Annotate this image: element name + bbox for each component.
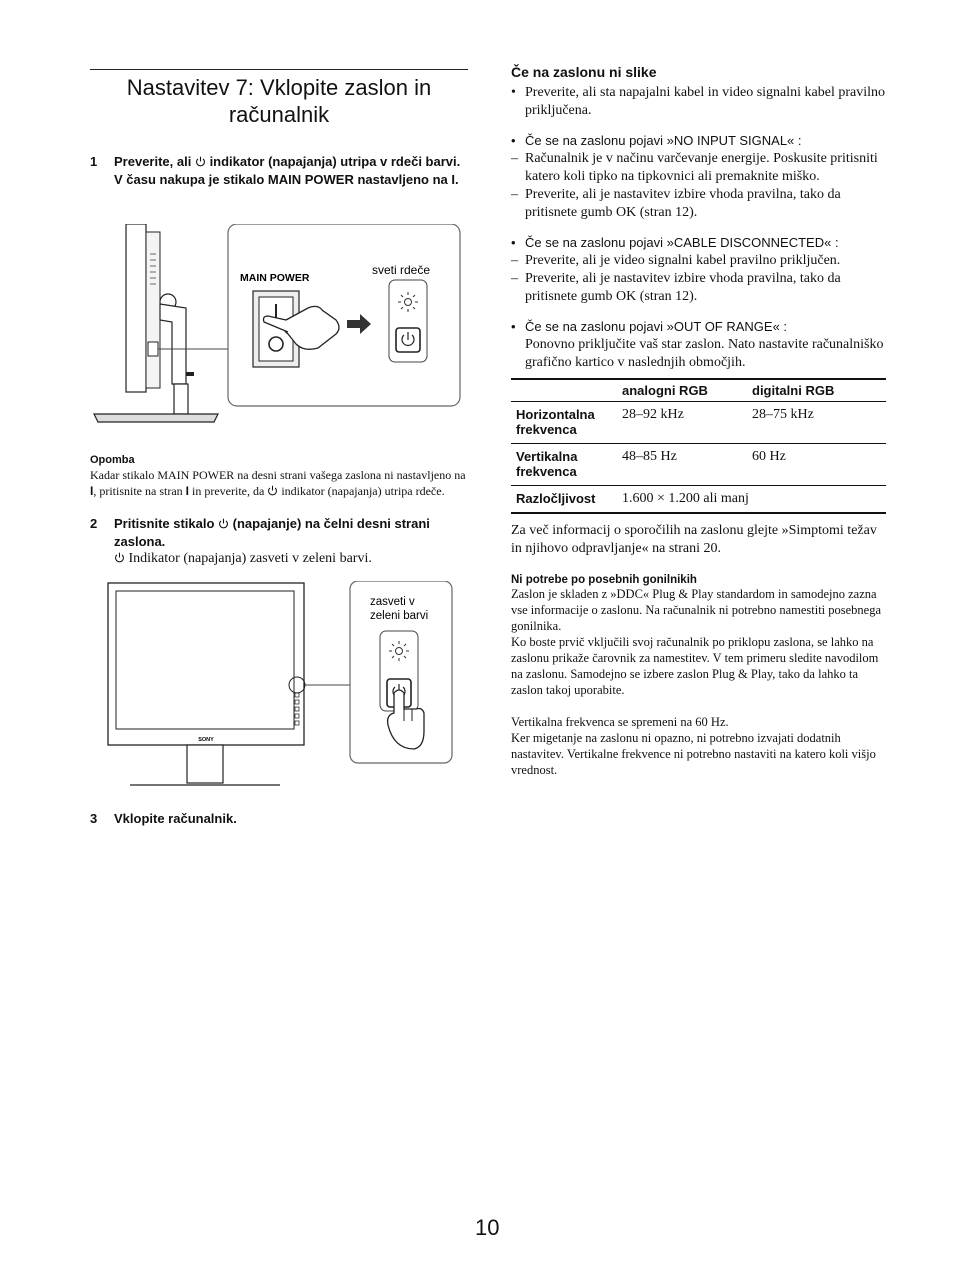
bullet-4-text: Če se na zaslonu pojavi »OUT OF RANGE« :	[525, 319, 788, 334]
power-icon	[267, 485, 278, 496]
monitor-screen	[116, 591, 294, 729]
dash-item: – Preverite, ali je nastavitev izbire vhoda pravilna, tako da pritisnete gumb OK (stran 12).	[511, 271, 841, 304]
dash-text: Računalnik je v načinu varčevanje energije. Poskusite pritisniti katero koli tipko na tipkovnici ali premaknite miško.	[525, 151, 878, 184]
power-icon	[218, 518, 229, 529]
table-header-cell: digitalni RGB	[747, 379, 886, 402]
step-1-text-b: indikator (napajanja) utripa v rdeči barvi. V času nakupa je stikalo MAIN POWER nastavljeno na	[114, 154, 461, 187]
signal-range-table	[511, 378, 886, 514]
table-row	[511, 402, 886, 444]
bullet-mark: •	[511, 319, 516, 334]
table-cell: 28–75 kHz	[747, 402, 886, 444]
monitor-side-back	[146, 232, 160, 388]
table-cell: 28–92 kHz	[617, 402, 747, 444]
table-cell: Razločljivost	[511, 486, 617, 514]
dash-item: – Preverite, ali je nastavitev izbire vhoda pravilna, tako da pritisnete gumb OK (stran 12).	[511, 187, 841, 220]
table-cell: 48–85 Hz	[617, 444, 747, 486]
step-3-text: Vklopite računalnik.	[114, 811, 237, 826]
ddc-p2: Ko boste prvič vključili svoj računalnik po priklopu zaslona, se lahko na zaslonu prikaže čarovnik za namestitev. V tem primeru sledite navodilom na zaslonu. Samodejno se izbere zaslon Plug & Play, tako da lahko ta zaslon takoj uporabite.	[511, 635, 879, 697]
note-text-e: in preverite, da	[189, 484, 268, 498]
stand-neck	[174, 384, 188, 414]
stand-arm	[160, 304, 186, 384]
lit-green-label-2: zeleni barvi	[370, 610, 429, 622]
bullet-cable-disconnected	[511, 234, 887, 252]
out-of-range-text: Ponovno priključite vaš star zaslon. Nato nastavite računalniško grafično kartico v naslednjih območjih.	[525, 337, 884, 370]
step-2-number: 2	[90, 516, 98, 531]
table-header-row	[511, 379, 886, 402]
power-icon	[195, 156, 206, 167]
step-2-sub	[114, 550, 468, 568]
bullet-mark: •	[511, 85, 516, 100]
dash-item: – Računalnik je v načinu varčevanje energije. Poskusite pritisniti katero koli tipko na tipkovnici ali premaknite miško.	[511, 151, 878, 184]
dash-text: Preverite, ali je nastavitev izbire vhoda pravilna, tako da pritisnete gumb OK (stran 12).	[525, 271, 841, 304]
main-power-label: MAIN POWER	[240, 272, 310, 284]
note-text-c: , pritisnite na stran	[93, 484, 186, 498]
table-cell: Horizontalna frekvenca	[511, 402, 617, 444]
ddc-p4: Ker migetanje na zaslonu ni opazno, ni potrebno izvajati dodatnih nastavitev. Vertikalne frekvence ni potrebno nastaviti na katero koli višjo vrednost.	[511, 731, 876, 777]
dash-text: Preverite, ali je nastavitev izbire vhoda pravilna, tako da pritisnete gumb OK (stran 12).	[525, 187, 841, 220]
step-3	[90, 810, 468, 828]
step-3-number: 3	[90, 811, 98, 826]
note-mark-1: I	[90, 484, 94, 498]
table-row	[511, 444, 886, 486]
bullet-mark: •	[511, 235, 516, 250]
table-header-cell: analogni RGB	[617, 379, 747, 402]
power-icon	[114, 552, 125, 563]
stand-base	[94, 414, 218, 422]
table-row	[511, 486, 886, 514]
page-title: Nastavitev 7: Vklopite zaslon in računalnik	[126, 75, 432, 127]
front-stand-neck	[187, 745, 223, 783]
lit-green-label-1: zasveti v	[370, 596, 415, 608]
ddc-p1: Zaslon je skladen z »DDC« Plug & Play standardom in samodejno zazna vse informacije o zaslonu. Na računalnik ni potrebno namestiti posebnega gonilnika.	[511, 587, 882, 633]
note-text-a: Kadar stikalo MAIN POWER na desni strani vašega zaslona ni nastavljeno na	[90, 468, 466, 482]
blink-indicator-green	[389, 641, 409, 661]
step-2-sub-text: Indikator (napajanja) zasveti v zeleni barvi.	[125, 551, 372, 566]
monitor-side-panel	[126, 224, 146, 392]
note-body	[90, 467, 468, 499]
right-column	[511, 60, 887, 778]
ddc-p3: Vertikalna frekvenca se spremeni na 60 Hz.	[511, 715, 729, 729]
bullet-3-text: Če se na zaslonu pojavi »CABLE DISCONNECTED« :	[525, 235, 839, 250]
more-info-text: Za več informacij o sporočilih na zaslonu glejte »Simptomi težav in njihovo odpravljanje« na strani 20.	[511, 523, 877, 556]
left-column	[90, 60, 468, 828]
title-rule	[90, 69, 468, 70]
bullet-mark: •	[511, 133, 516, 148]
dash-item: – Preverite, ali je video signalni kabel pravilno priključen.	[511, 253, 841, 268]
bullet-1-text: Preverite, ali sta napajalni kabel in video signalni kabel pravilno priključena.	[525, 85, 886, 118]
table-cell: 60 Hz	[747, 444, 886, 486]
bullet-no-input	[511, 132, 887, 150]
bullet-2-text: Če se na zaslonu pojavi »NO INPUT SIGNAL« :	[525, 133, 802, 148]
table-header-cell	[511, 379, 617, 402]
ddc-heading: Ni potrebe po posebnih gonilnikih	[511, 574, 697, 586]
note-text-f: indikator (napajanja) utripa rdeče.	[278, 484, 445, 498]
step-1-switch-mark: I	[451, 171, 455, 187]
note-mark-2: I	[185, 484, 190, 498]
bullet-out-of-range	[511, 318, 887, 336]
figure-main-power	[90, 224, 468, 436]
step-1-text-a: Preverite, ali	[114, 154, 195, 169]
table-cell: Vertikalna frekvenca	[511, 444, 617, 486]
note-heading: Opomba	[90, 454, 135, 466]
table-cell: 1.600 × 1.200 ali manj	[617, 486, 886, 514]
step-2-text-a: Pritisnite stikalo	[114, 516, 219, 531]
figure-front-power	[90, 581, 468, 793]
section-heading: Če na zaslonu ni slike	[511, 64, 657, 80]
stand-knob	[186, 372, 194, 376]
bullet-check-cables	[511, 84, 887, 120]
blink-indicator-red	[398, 292, 418, 312]
step-2-text-b: (napajanje) na čelni desni strani zaslona.	[114, 516, 430, 549]
main-power-switch-small	[148, 342, 158, 356]
step-1-number: 1	[90, 154, 98, 169]
step-2	[90, 515, 468, 568]
step-1-text-d: .	[455, 171, 459, 187]
brand-logo: SONY	[198, 737, 214, 743]
lit-red-label: sveti rdeče	[372, 263, 431, 277]
step-1	[90, 153, 468, 188]
dash-text: Preverite, ali je video signalni kabel pravilno priključen.	[525, 253, 841, 268]
page-number: 10	[475, 1215, 500, 1240]
